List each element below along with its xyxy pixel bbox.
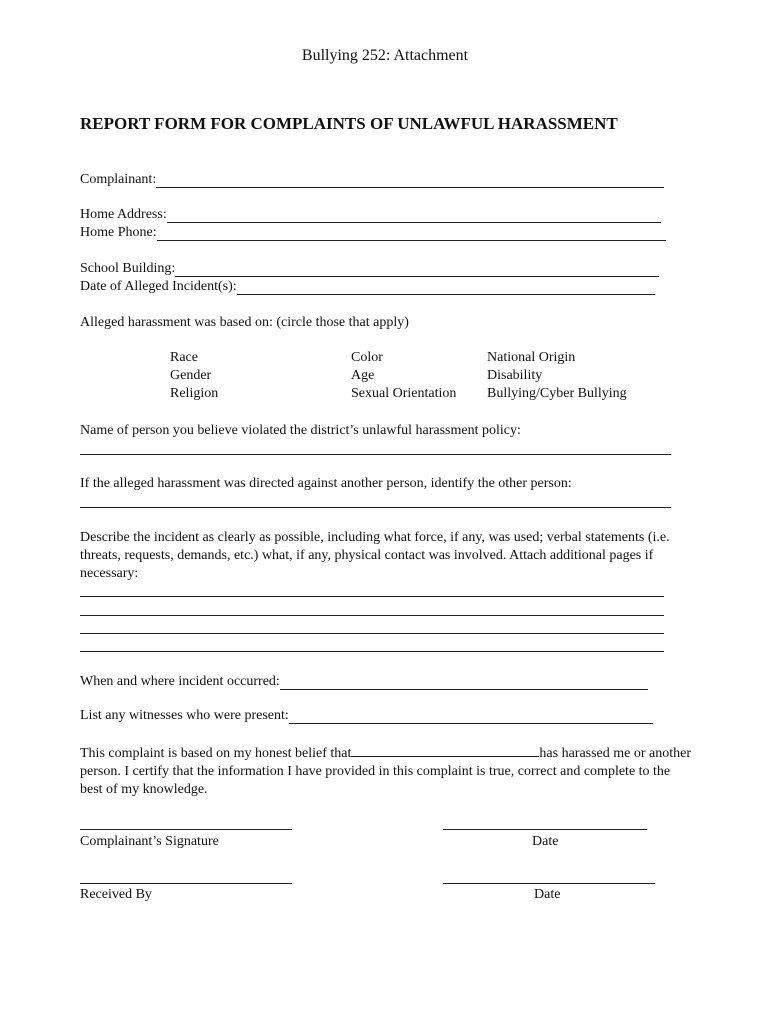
witnesses-field[interactable] <box>80 708 653 724</box>
home-phone-label: Home Phone: <box>80 225 157 240</box>
date2-label: Date <box>534 887 561 902</box>
option-bullying[interactable]: Bullying/Cyber Bullying <box>487 386 627 401</box>
date-incident-line[interactable] <box>237 280 655 295</box>
when-where-line[interactable] <box>280 675 648 690</box>
complainant-signature-line[interactable] <box>80 829 292 830</box>
option-gender[interactable]: Gender <box>170 368 212 383</box>
complainant-label: Complainant: <box>80 172 157 187</box>
certify-before: This complaint is based on my honest belief that <box>80 746 352 761</box>
home-phone-line[interactable] <box>157 226 666 241</box>
option-age[interactable]: Age <box>351 368 375 383</box>
date-incident-label: Date of Alleged Incident(s): <box>80 279 237 294</box>
certify-after: has harassed me or another person. I certify that the information I have provided in this complaint is true, correct and complete to the best of my knowledge. <box>80 746 692 797</box>
option-national-origin[interactable]: National Origin <box>487 350 576 365</box>
violator-question: Name of person you believe violated the district’s unlawful harassment policy: <box>80 423 521 438</box>
option-disability[interactable]: Disability <box>487 368 543 383</box>
option-sexual-orientation[interactable]: Sexual Orientation <box>351 386 457 401</box>
home-address-field[interactable] <box>80 207 661 223</box>
describe-line-2[interactable] <box>80 615 664 616</box>
certification-text <box>80 744 692 799</box>
option-race[interactable]: Race <box>170 350 198 365</box>
complainant-line[interactable] <box>156 173 664 188</box>
harasser-name-line[interactable] <box>351 744 539 757</box>
form-title: REPORT FORM FOR COMPLAINTS OF UNLAWFUL HARASSMENT <box>80 114 618 133</box>
when-where-label: When and where incident occurred: <box>80 674 280 689</box>
option-religion[interactable]: Religion <box>170 386 219 401</box>
date1-line[interactable] <box>443 829 647 830</box>
complainant-signature-label: Complainant’s Signature <box>80 834 219 849</box>
harassment-basis-prompt: Alleged harassment was based on: (circle those that apply) <box>80 315 409 330</box>
school-building-label: School Building: <box>80 261 176 276</box>
witnesses-label: List any witnesses who were present: <box>80 708 289 723</box>
school-building-field[interactable] <box>80 261 659 277</box>
date1-label: Date <box>532 834 559 849</box>
date-incident-field[interactable] <box>80 279 655 295</box>
page-header: Bullying 252: Attachment <box>301 47 469 64</box>
describe-line-3[interactable] <box>80 633 664 634</box>
home-phone-field[interactable] <box>80 225 666 241</box>
violator-answer-line[interactable] <box>80 454 671 455</box>
witnesses-line[interactable] <box>289 709 653 724</box>
describe-question: Describe the incident as clearly as possible, including what force, if any, was used; verbal statements (i.e. threats, requests, demands, etc.) what, if any, physical contact was involved. Attach additional pages if necessary: <box>80 530 670 581</box>
complainant-field[interactable] <box>80 172 664 188</box>
option-color[interactable]: Color <box>351 350 383 365</box>
describe-line-4[interactable] <box>80 651 664 652</box>
received-by-line[interactable] <box>80 883 292 884</box>
home-address-line[interactable] <box>167 208 661 223</box>
other-person-answer-line[interactable] <box>80 507 671 508</box>
when-where-field[interactable] <box>80 674 648 690</box>
date2-line[interactable] <box>443 883 655 884</box>
describe-line-1[interactable] <box>80 596 664 597</box>
other-person-question: If the alleged harassment was directed against another person, identify the other person: <box>80 476 572 491</box>
home-address-label: Home Address: <box>80 207 167 222</box>
school-building-line[interactable] <box>175 262 659 277</box>
received-by-label: Received By <box>80 887 152 902</box>
